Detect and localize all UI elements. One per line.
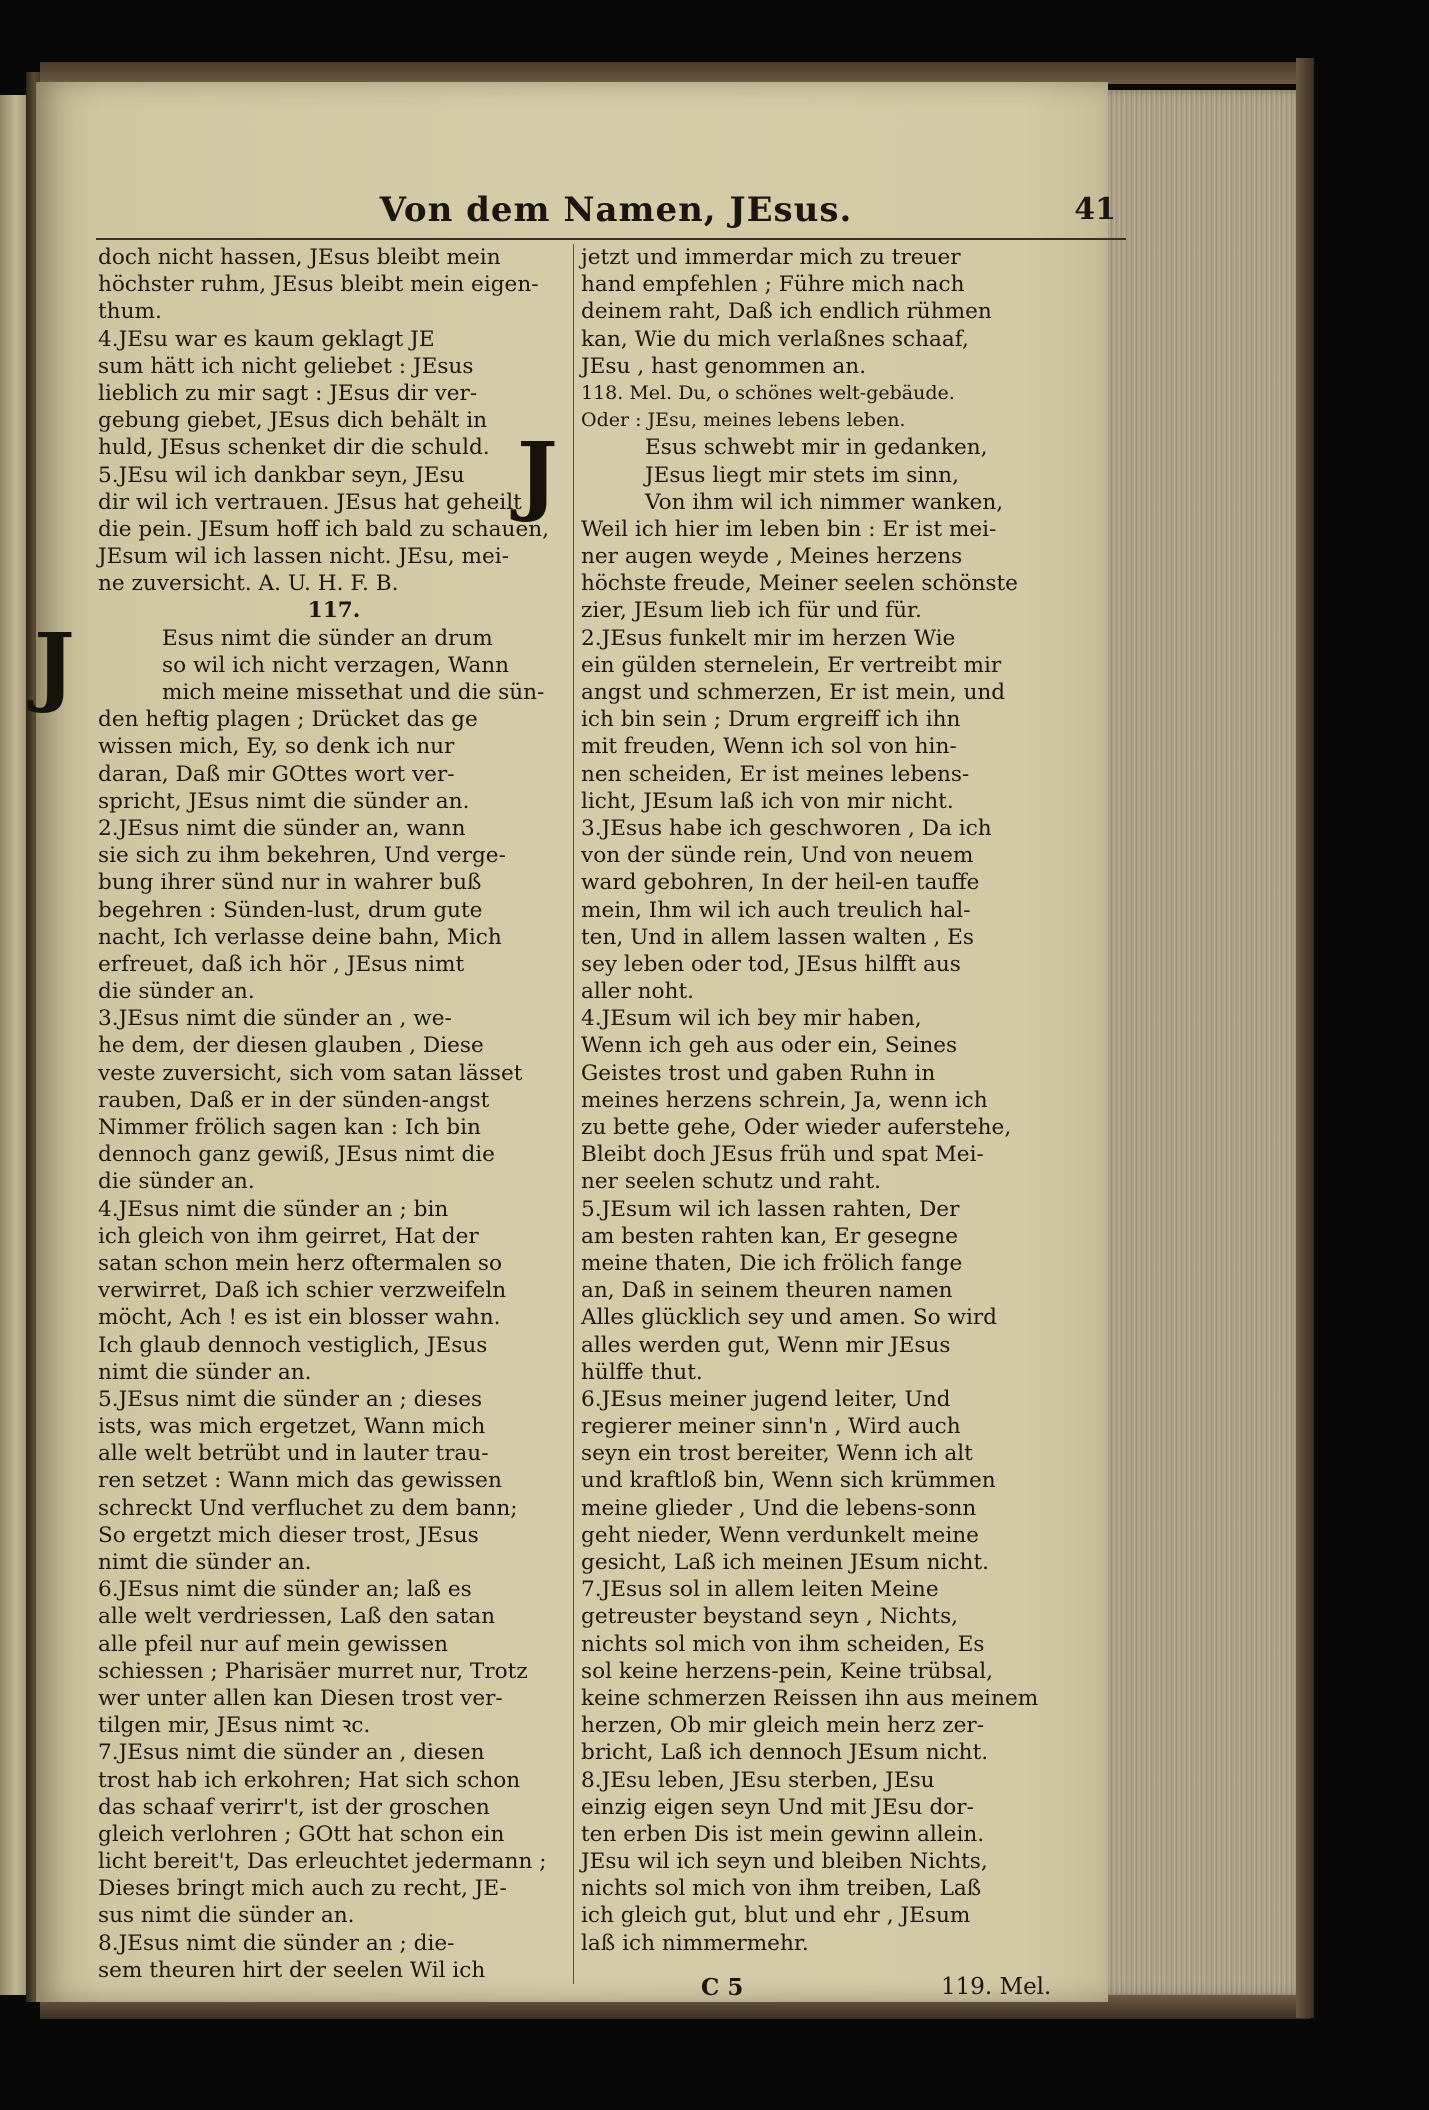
cover-side-edge — [1296, 58, 1314, 2018]
text-line: ren setzet : Wann mich das gewissen — [98, 1468, 502, 1494]
text-line: bung ihrer sünd nur in wahrer buß — [98, 870, 482, 896]
text-line: huld, JEsus schenket dir die schuld. — [98, 435, 490, 461]
column-divider — [573, 244, 574, 1984]
text-line: ward gebohren, In der heil-en tauffe — [581, 870, 980, 896]
text-line: lieblich zu mir sagt : JEsus dir ver- — [98, 380, 478, 406]
text-line: meines herzens schrein, Ja, wenn ich — [581, 1087, 988, 1113]
text-line: 3.JEsus habe ich geschworen , Da ich — [581, 815, 992, 841]
text-line: aller noht. — [581, 979, 695, 1005]
text-line: Weil ich hier im leben bin : Er ist mei- — [581, 516, 997, 542]
text-line: sus nimt die sünder an. — [98, 1903, 355, 1929]
text-line: die sünder an. — [98, 1169, 255, 1195]
text-line-content: Esus nimt die sünder an drum — [162, 625, 493, 651]
text-line: wissen mich, Ey, so denk ich nur — [98, 734, 455, 760]
text-line: das schaaf verirr't, ist der groschen — [98, 1794, 490, 1820]
text-line: kan, Wie du mich verlaßnes schaaf, — [581, 326, 969, 352]
text-line: wer unter allen kan Diesen trost ver- — [98, 1685, 503, 1711]
text-line: 5.JEsum wil ich lassen rahten, Der — [581, 1196, 960, 1222]
text-line: JEsus liegt mir stets im sinn, — [645, 462, 959, 488]
text-line: verwirret, Daß ich schier verzweifeln — [98, 1278, 507, 1304]
text-line: jetzt und immerdar mich zu treuer — [581, 245, 961, 270]
text-line: alle welt verdriessen, Laß den satan — [98, 1604, 496, 1630]
text-line: hand empfehlen ; Führe mich nach — [581, 272, 965, 298]
text-line: nimt die sünder an. — [98, 1359, 312, 1385]
text-line: JEsum wil ich lassen nicht. JEsu, mei- — [98, 544, 509, 570]
text-line: trost hab ich erkohren; Hat sich schon — [98, 1767, 521, 1793]
text-line: Ich glaub dennoch vestiglich, JEsus — [98, 1332, 488, 1358]
text-line: schreckt Und verfluchet zu dem bann; — [98, 1495, 518, 1521]
text-line: he dem, der diesen glauben , Diese — [98, 1033, 484, 1059]
text-line: alle pfeil nur auf mein gewissen — [98, 1631, 449, 1657]
text-line: Bleibt doch JEsus früh und spat Mei- — [581, 1142, 984, 1168]
text-line: hülffe thut. — [581, 1359, 703, 1385]
text-line: alles werden gut, Wenn mir JEsus — [581, 1332, 951, 1358]
text-line: Alles glücklich sey und amen. So wird — [581, 1305, 998, 1331]
text-line: 6.JEsus meiner jugend leiter, Und — [581, 1386, 951, 1412]
text-line: getreuster beystand seyn , Nichts, — [581, 1604, 959, 1630]
text-line: ein gülden sternelein, Er vertreibt mir — [581, 652, 1002, 678]
catchword: 119. Mel. — [941, 1974, 1052, 2000]
text-line: mit freuden, Wenn ich sol von hin- — [581, 734, 957, 760]
text-line: am besten rahten kan, Er gesegne — [581, 1223, 958, 1249]
text-line: laß ich nimmermehr. — [581, 1930, 809, 1956]
text-line: und kraftloß bin, Wenn sich krümmen — [581, 1468, 996, 1494]
text-line: ten, Und in allem lassen walten , Es — [581, 924, 974, 950]
text-line: nen scheiden, Er ist meines lebens- — [581, 761, 970, 787]
text-line: Geistes trost und gaben Ruhn in — [581, 1060, 936, 1086]
text-line: JEsu wil ich seyn und bleiben Nichts, — [581, 1849, 988, 1875]
text-line: von der sünde rein, Und von neuem — [581, 843, 974, 869]
text-line: 3.JEsus nimt die sünder an , we- — [98, 1006, 452, 1032]
text-line: ich gleich gut, blut und ehr , JEsum — [581, 1903, 971, 1929]
text-line: sol keine herzens-pein, Keine trübsal, — [581, 1658, 994, 1684]
text-line: regierer meiner sinn'n , Wird auch — [581, 1414, 961, 1440]
header-rule — [96, 238, 1126, 240]
text-line: nimt die sünder an. — [98, 1550, 312, 1575]
text-line: ner augen weyde , Meines herzens — [581, 544, 963, 570]
text-line: keine schmerzen Reissen ihn aus meinem — [581, 1685, 1039, 1711]
text-line: nichts sol mich von ihm treiben, Laß — [581, 1876, 982, 1902]
text-line: sie sich zu ihm bekehren, Und verge- — [98, 843, 506, 869]
text-line: 4.JEsus nimt die sünder an ; bin — [98, 1196, 449, 1222]
text-line: 8.JEsus nimt die sünder an ; die- — [98, 1930, 455, 1956]
text-line: 5.JEsu wil ich dankbar seyn, JEsu — [98, 462, 465, 488]
page-fore-edge — [1108, 90, 1306, 1995]
text-line: den heftig plagen ; Drücket das ge — [98, 707, 478, 733]
text-line: gleich verlohren ; GOtt hat schon ein — [98, 1821, 505, 1847]
text-line: tilgen mir, JEsus nimt ꝛc. — [98, 1713, 371, 1739]
text-line: die sünder an. — [98, 979, 255, 1005]
running-head: Von dem Namen, JEsus. — [379, 190, 853, 230]
text-line: ten erben Dis ist mein gewinn allein. — [581, 1821, 985, 1847]
text-line: dennoch ganz gewiß, JEsus nimt die — [98, 1142, 495, 1168]
text-line: so wil ich nicht verzagen, Wann — [162, 652, 510, 678]
text-line-content: Esus schwebt mir in gedanken, — [645, 435, 988, 461]
text-line: bricht, Laß ich dennoch JEsum nicht. — [581, 1740, 989, 1766]
text-line: sem theuren hirt der seelen Wil ich — [98, 1957, 486, 1983]
text-line: an, Daß in seinem theuren namen — [581, 1278, 953, 1304]
text-line: mich meine missethat und die sün- — [162, 680, 545, 705]
text-line: deinem raht, Daß ich endlich rühmen — [581, 299, 992, 325]
text-line: ne zuversicht. A. U. H. F. B. — [98, 571, 399, 597]
signature-mark: C 5 — [701, 1974, 744, 2001]
text-line: zier, JEsum lieb ich für und für. — [581, 598, 922, 624]
text-line: satan schon mein herz oftermalen so — [98, 1250, 502, 1276]
book-page — [34, 82, 1116, 2002]
text-line: 2.JEsus funkelt mir im herzen Wie — [581, 625, 956, 651]
text-line: 118. Mel. Du, o schönes welt-gebäude. — [581, 381, 955, 404]
text-line: licht, JEsum laß ich von mir nicht. — [581, 788, 954, 814]
text-line: nacht, Ich verlasse deine bahn, Mich — [98, 924, 502, 950]
text-line: erfreuet, daß ich hör , JEsus nimt — [98, 951, 465, 977]
text-line: Nimmer frölich sagen kan : Ich bin — [98, 1115, 481, 1140]
text-line: 7.JEsus sol in allem leiten Meine — [581, 1577, 939, 1603]
text-line: So ergetzt mich dieser trost, JEsus — [98, 1522, 479, 1548]
text-line: begehren : Sünden-lust, drum gute — [98, 897, 483, 923]
text-line: meine glieder , Und die lebens-sonn — [581, 1495, 977, 1521]
page-number: 41 — [1074, 192, 1116, 227]
text-line: gesicht, Laß ich meinen JEsum nicht. — [581, 1550, 989, 1575]
cover-top-edge — [40, 62, 1310, 84]
text-line: einzig eigen seyn Und mit JEsu dor- — [581, 1794, 974, 1820]
text-line: thum. — [98, 299, 162, 325]
text-line: JEsu , hast genommen an. — [581, 353, 867, 379]
left-text-column — [34, 244, 570, 1984]
text-line: 5.JEsus nimt die sünder an ; dieses — [98, 1386, 483, 1412]
text-line: mein, Ihm wil ich auch treulich hal- — [581, 897, 971, 923]
text-line: 4.JEsu war es kaum geklagt JE — [98, 326, 435, 352]
drop-cap: J — [34, 614, 75, 716]
text-line: Von ihm wil ich nimmer wanken, — [645, 489, 1004, 515]
text-line: 6.JEsus nimt die sünder an; laß es — [98, 1577, 472, 1603]
text-line: Wenn ich geh aus oder ein, Seines — [581, 1033, 958, 1059]
drop-cap: J — [517, 424, 558, 526]
text-line: 8.JEsu leben, JEsu sterben, JEsu — [581, 1767, 935, 1793]
text-line: Oder : JEsu, meines lebens leben. — [581, 409, 906, 432]
right-text-column — [517, 244, 1056, 1957]
text-line: ich bin sein ; Drum ergreiff ich ihn — [581, 707, 961, 733]
text-line: seyn ein trost bereiter, Wenn ich alt — [581, 1441, 973, 1467]
text-line: 4.JEsum wil ich bey mir haben, — [581, 1006, 922, 1032]
text-line: nichts sol mich von ihm scheiden, Es — [581, 1631, 985, 1657]
text-line: Dieses bringt mich auch zu recht, JE- — [98, 1876, 507, 1902]
text-line: schiessen ; Pharisäer murret nur, Trotz — [98, 1658, 528, 1684]
text-line: doch nicht hassen, JEsus bleibt mein — [98, 245, 501, 270]
text-line: 117. — [307, 598, 361, 624]
text-line: gebung giebet, JEsus dich behält in — [98, 408, 488, 434]
text-line: herzen, Ob mir gleich mein herz zer- — [581, 1713, 984, 1739]
text-line: sum hätt ich nicht geliebet : JEsus — [98, 353, 474, 379]
text-line: ists, was mich ergetzet, Wann mich — [98, 1414, 486, 1440]
text-line: dir wil ich vertrauen. JEsus hat geheilt — [98, 489, 522, 515]
text-line: meine thaten, Die ich frölich fange — [581, 1250, 963, 1276]
text-line: veste zuversicht, sich vom satan lässet — [98, 1060, 523, 1086]
text-line: geht nieder, Wenn verdunkelt meine — [581, 1522, 979, 1548]
text-line: höchster ruhm, JEsus bleibt mein eigen- — [98, 272, 539, 298]
text-line: ner seelen schutz und raht. — [581, 1169, 882, 1195]
text-line: möcht, Ach ! es ist ein blosser wahn. — [98, 1305, 501, 1331]
text-line: spricht, JEsus nimt die sünder an. — [98, 788, 470, 814]
text-line: alle welt betrübt und in lauter trau- — [98, 1441, 489, 1467]
text-line: zu bette gehe, Oder wieder auferstehe, — [581, 1115, 1012, 1140]
facing-page-edge — [0, 95, 26, 1995]
text-line: 7.JEsus nimt die sünder an , diesen — [98, 1740, 485, 1766]
text-line: 2.JEsus nimt die sünder an, wann — [98, 815, 466, 841]
text-line: licht bereit't, Das erleuchtet jedermann ; — [98, 1849, 547, 1875]
text-line: die pein. JEsum hoff ich bald zu schauen, — [98, 516, 550, 542]
page-header — [96, 190, 1126, 238]
text-line: ich gleich von ihm geirret, Hat der — [98, 1223, 479, 1249]
text-line: höchste freude, Meiner seelen schönste — [581, 571, 1018, 597]
text-line: sey leben oder tod, JEsus hilfft aus — [581, 951, 961, 977]
text-line: angst und schmerzen, Er ist mein, und — [581, 680, 1006, 705]
text-line: rauben, Daß er in der sünden-angst — [98, 1087, 490, 1113]
text-line: daran, Daß mir GOttes wort ver- — [98, 761, 455, 787]
